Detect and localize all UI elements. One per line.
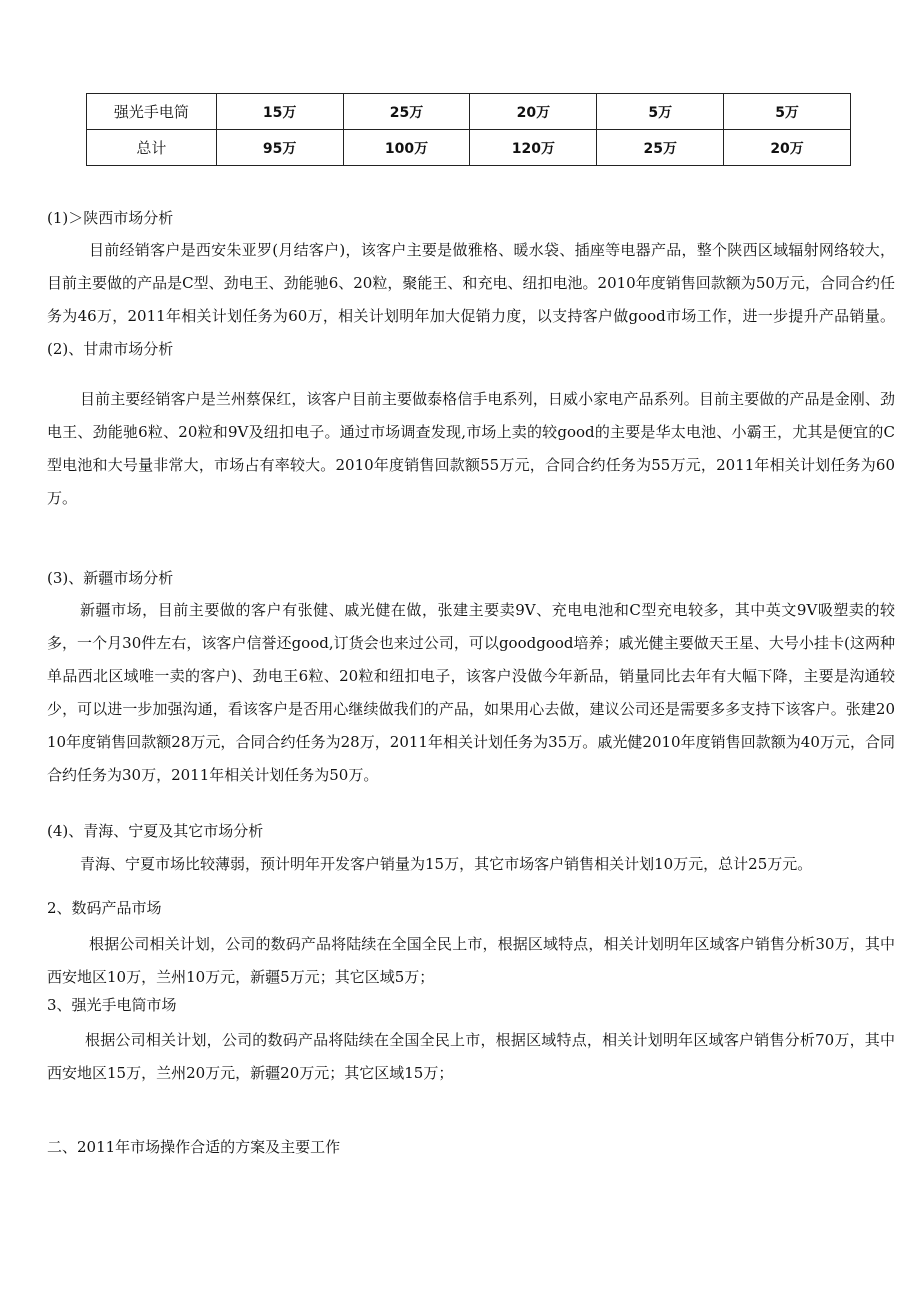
- table-cell: 5万: [597, 94, 724, 130]
- table-cell: 25万: [343, 94, 470, 130]
- paragraph-shaanxi: 目前经销客户是西安朱亚罗(月结客户)，该客户主要是做雅格、暖水袋、插座等电器产品，整个陕西区域辐射网络较大，目前主要做的产品是C型、劲电王、劲能驰6、20粒，聚能王、和充电、纽扣电池。2010年度销售回款额为50万元，合同合约任务为46万，2011年相关计划任务为60万，相关计划明年加大促销力度，以支持客户做good市场工作，进一步提升产品销量。(2)、甘肃市场分析: [47, 241, 895, 358]
- heading-qinghai: (4)、青海、宁夏及其它市场分析: [47, 822, 264, 840]
- table-cell: 15万: [216, 94, 343, 130]
- table-cell: 20万: [724, 130, 851, 166]
- table-row: [87, 94, 851, 130]
- table-cell: 25万: [597, 130, 724, 166]
- paragraph-xinjiang: 新疆市场，目前主要做的客户有张健、戚光健在做，张建主要卖9V、充电电池和C型充电较多，其中英文9V吸塑卖的较多，一个月30件左右，该客户信誉还good,订货会也来过公司，可以goodgood培养；戚光健主要做天王星、大号小挂卡(这两种单品西北区域唯一卖的客户)、劲电王6粒、20粒和纽扣电子，该客户没做今年新品，销量同比去年有大幅下降，主要是沟通较少，可以进一步加强沟通，看该客户是否用心继续做我们的产品，如果用心去做，建议公司还是需要多多支持下该客户。张建2010年度销售回款额28万元，合同合约任务为28万，2011年相关计划任务为35万。戚光健2010年度销售回款额为40万元，合同合约任务为30万，2011年相关计划任务为50万。: [47, 601, 895, 784]
- table-cell: 120万: [470, 130, 597, 166]
- paragraph-qinghai: 青海、宁夏市场比较薄弱，预计明年开发客户销量为15万，其它市场客户销售相关计划10万元，总计25万元。: [80, 855, 813, 873]
- heading-digital: 2、数码产品市场: [47, 899, 162, 917]
- paragraph-gansu: 目前主要经销客户是兰州蔡保红，该客户目前主要做泰格信手电系列，日威小家电产品系列。目前主要做的产品是金刚、劲电王、劲能驰6粒、20粒和9V及纽扣电子。通过市场调查发现,市场上卖的较good的主要是华太电池、小霸王，尤其是便宜的C型电池和大号量非常大，市场占有率较大。2010年度销售回款额55万元，合同合约任务为55万元，2011年相关计划任务为60万。: [47, 390, 895, 507]
- heading-xinjiang: (3)、新疆市场分析: [47, 569, 174, 587]
- row-label: 总计: [87, 130, 217, 166]
- table-cell: 95万: [216, 130, 343, 166]
- paragraph-flashlight: 根据公司相关计划，公司的数码产品将陆续在全国全民上市，根据区域特点，相关计划明年区域客户销售分析70万，其中西安地区15万，兰州20万元，新疆20万元；其它区域15万；: [47, 1031, 895, 1082]
- table-cell: 20万: [470, 94, 597, 130]
- paragraph-digital: 根据公司相关计划，公司的数码产品将陆续在全国全民上市，根据区域特点，相关计划明年区域客户销售分析30万，其中西安地区10万，兰州10万元，新疆5万元；其它区域5万；: [47, 935, 895, 986]
- heading-plan: 二、2011年市场操作合适的方案及主要工作: [47, 1138, 341, 1156]
- table-cell: 100万: [343, 130, 470, 166]
- row-label: 强光手电筒: [87, 94, 217, 130]
- sales-table: [86, 93, 851, 166]
- heading-flashlight: 3、强光手电筒市场: [47, 996, 177, 1014]
- table-cell: 5万: [724, 94, 851, 130]
- table-row: [87, 130, 851, 166]
- heading-shaanxi: (1)＞陕西市场分析: [47, 209, 174, 227]
